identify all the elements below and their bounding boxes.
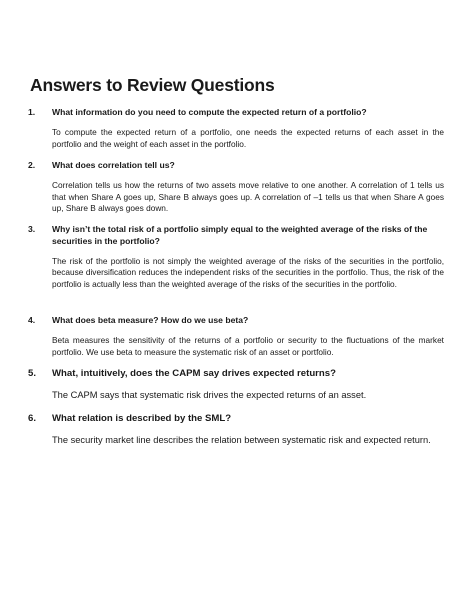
question-text: What does beta measure? How do we use beta? [52, 315, 249, 325]
answer-text: The security market line describes the relation between systematic risk and expected return. [52, 435, 431, 445]
question-number: 5. [28, 368, 37, 379]
question-heading [28, 160, 444, 172]
question-block-6 [28, 413, 444, 446]
question-block-3 [28, 224, 444, 291]
question-heading [28, 368, 444, 380]
question-number: 1. [28, 107, 36, 117]
page-title: Answers to Review Questions [30, 75, 275, 95]
question-text: What, intuitively, does the CAPM say drives expected returns? [52, 368, 336, 379]
question-number: 2. [28, 160, 36, 170]
question-heading [28, 413, 444, 425]
answer-text: Beta measures the sensitivity of the returns of a portfolio or security to the fluctuations of the market portfolio. We use beta to measure the systematic risk of an asset or portfolio. [52, 334, 444, 357]
question-block-5 [28, 368, 444, 401]
answer-text: To compute the expected return of a portfolio, one needs the expected returns of each asset in the portfolio and the weight of each asset in the portfolio. [52, 126, 444, 149]
question-text: What information do you need to compute the expected return of a portfolio? [52, 107, 367, 117]
question-text: Why isn’t the total risk of a portfolio simply equal to the weighted average of the risks of the securities in the portfolio? [52, 224, 428, 246]
question-block-1 [28, 107, 444, 150]
question-heading [28, 107, 444, 119]
answer-text: Correlation tells us how the returns of two assets move relative to one another. A correlation of 1 tells us that when Share A goes up, Share B always goes up. A correlation of –1 tells us that when Share A goes up, Share B always goes down. [52, 179, 444, 214]
question-block-4 [28, 315, 444, 358]
question-text: What does correlation tell us? [52, 160, 175, 170]
question-heading [28, 224, 444, 248]
question-number: 3. [28, 224, 36, 234]
answer-text: The risk of the portfolio is not simply the weighted average of the risks of the securities in the portfolio, because diversification reduces the independent risks of the securities in the portfolio. Thus, the risk of the portfolio is actually less than the weighted average of the risks of the securities in the portfolio. [52, 255, 444, 290]
answer-text: The CAPM says that systematic risk drives the expected returns of an asset. [52, 390, 367, 400]
question-number: 6. [28, 413, 37, 424]
question-text: What relation is described by the SML? [52, 413, 232, 424]
question-number: 4. [28, 315, 36, 325]
question-block-2 [28, 160, 444, 215]
question-heading [28, 315, 444, 327]
